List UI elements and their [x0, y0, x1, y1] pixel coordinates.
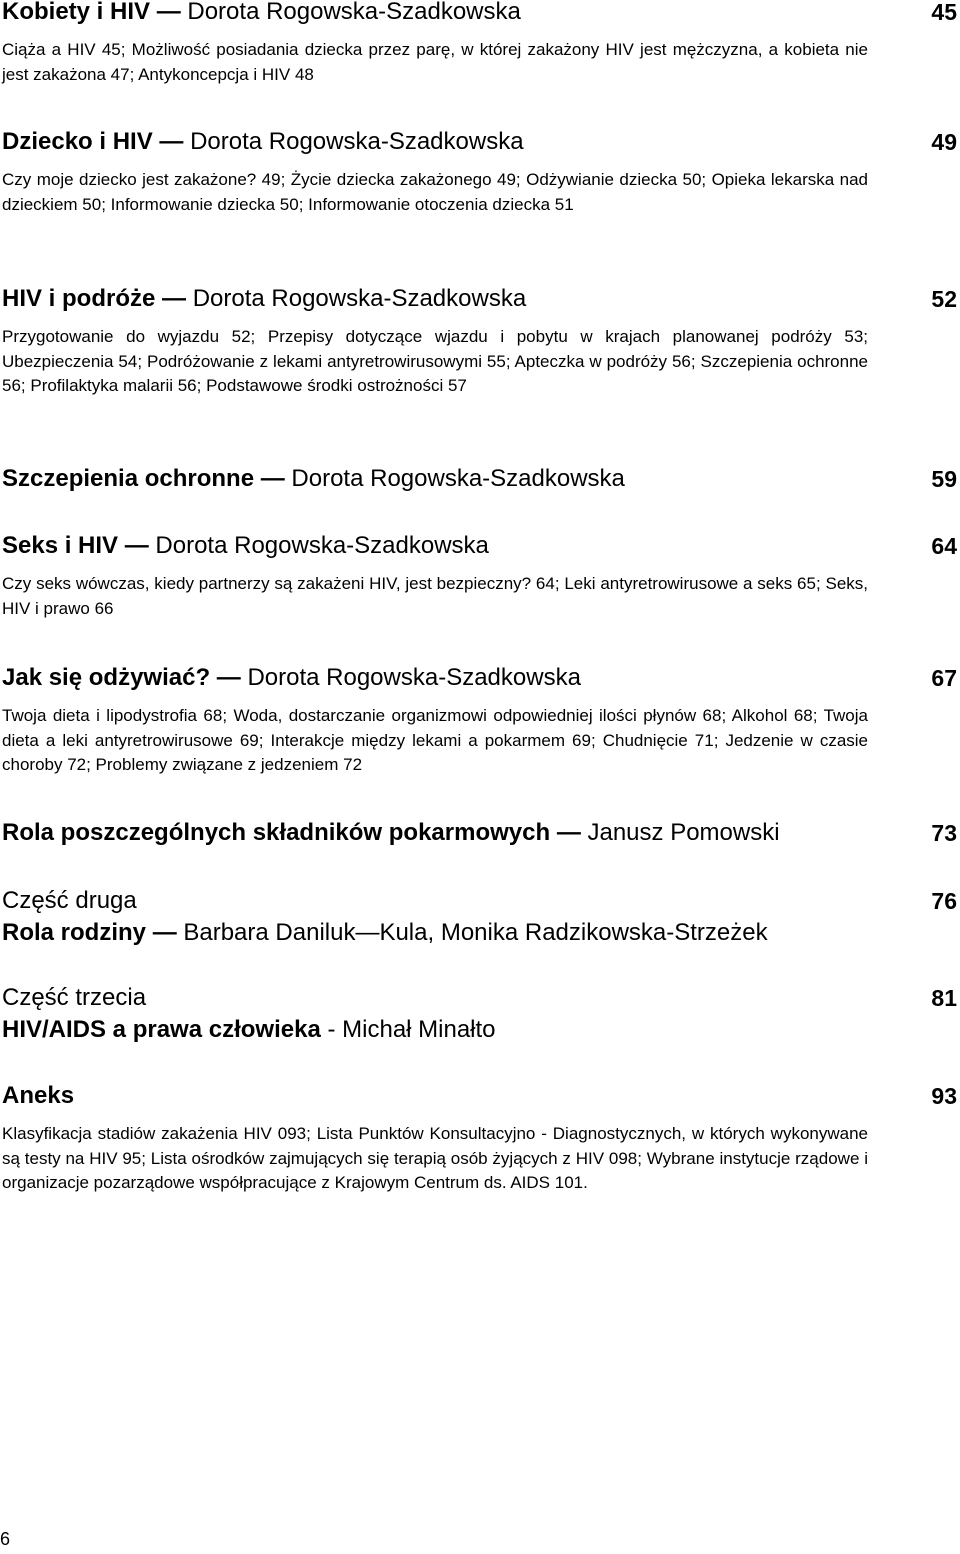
toc-heading [0, 463, 960, 495]
page-number-footer: 6 [0, 1529, 11, 1549]
toc-page-number: 76 [931, 888, 957, 914]
toc-title: Rola rodziny [2, 919, 147, 946]
toc-heading [0, 283, 960, 315]
toc-heading [0, 530, 960, 562]
toc-heading [0, 0, 960, 28]
toc-page-number: 52 [931, 286, 957, 312]
toc-title: HIV/AIDS a prawa człowieka [2, 1016, 321, 1043]
toc-author: Dorota Rogowska-Szadkowska [155, 532, 489, 559]
annex-title: Aneks [2, 1082, 75, 1109]
toc-description: Twoja dieta i lipodystrofia 68; Woda, dostarczanie organizmowi odpowiedniej ilości płynów 68; Alkohol 68; Twoja dieta a leki antyretrowirusowe 69; Interakcje między lekami a pokarmem 69; Chudnięcie 71; Jedzenie w czasie choroby 72; Problemy związane z jedzeniem 72 [2, 706, 868, 774]
annex-section [0, 1080, 960, 1196]
toc-heading [0, 1080, 960, 1112]
annex-description: Klasyfikacja stadiów zakażenia HIV 093; Lista Punktów Konsultacyjno - Diagnostycznych, w których wykonywane są testy na HIV 95; Lista ośrodków zajmujących się terapią osób żyjących z HIV 098; Wybrane instytucje rządowe i organizacje pozarządowe współpracujące z Krajowym Centrum ds. AIDS 101. [2, 1124, 868, 1192]
part-heading [0, 982, 960, 1014]
toc-separator: — [159, 128, 184, 155]
toc-entry [0, 463, 960, 495]
toc-author: Dorota Rogowska-Szadkowska [247, 664, 581, 691]
toc-title: Kobiety i HIV [2, 0, 151, 25]
toc-author: Dorota Rogowska-Szadkowska [291, 465, 625, 492]
toc-description: Ciąża a HIV 45; Możliwość posiadania dziecka przez parę, w której zakażony HIV jest mężczyzna, a kobieta nie jest zakażona 47; Antykoncepcja i HIV 48 [2, 40, 868, 84]
toc-title: Dziecko i HIV [2, 128, 153, 155]
toc-entry [0, 283, 960, 399]
toc-page-number: 49 [931, 129, 957, 155]
toc-entry [0, 0, 960, 87]
toc-page-number: 59 [931, 466, 957, 492]
toc-separator: — [162, 285, 187, 312]
toc-title: Rola poszczególnych składników pokarmowych [2, 819, 551, 846]
toc-heading [0, 1014, 960, 1046]
toc-title: Szczepienia ochronne [2, 465, 255, 492]
toc-separator: — [556, 819, 581, 846]
toc-separator: — [216, 664, 241, 691]
toc-page-number: 73 [931, 820, 957, 846]
toc-page-number: 67 [931, 665, 957, 691]
part-three-section [0, 982, 960, 1046]
toc-separator: — [152, 919, 177, 946]
toc-page-number: 93 [931, 1083, 957, 1109]
toc-separator: — [124, 532, 149, 559]
toc-author: Janusz Pomowski [587, 819, 780, 846]
toc-entry [0, 817, 960, 849]
toc-description: Czy moje dziecko jest zakażone? 49; Życie dziecka zakażonego 49; Odżywianie dziecka 50; Opieka lekarska nad dzieckiem 50; Informowanie dziecka 50; Informowanie otoczenia dziecka 51 [2, 170, 868, 214]
part-label: Część druga [2, 887, 137, 914]
toc-author: Dorota Rogowska-Szadkowska [192, 285, 527, 312]
toc-author: Dorota Rogowska-Szadkowska [190, 128, 524, 155]
toc-heading [0, 126, 960, 158]
toc-entry [0, 530, 960, 621]
part-heading [0, 885, 960, 917]
toc-title: Seks i HIV [2, 532, 119, 559]
toc-heading [0, 817, 960, 849]
toc-page-number: 64 [931, 533, 957, 559]
toc-description: Przygotowanie do wyjazdu 52; Przepisy dotyczące wjazdu i pobytu w krajach planowanej podróży 53; Ubezpieczenia 54; Podróżowanie z lekami antyretrowirusowymi 55; Apteczka w podróży 56; Szczepienia ochronne 56; Profilaktyka malarii 56; Podstawowe środki ostrożności 57 [2, 327, 868, 395]
toc-separator: — [260, 465, 285, 492]
toc-separator: - [327, 1016, 336, 1043]
toc-description: Czy seks wówczas, kiedy partnerzy są zakażeni HIV, jest bezpieczny? 64; Leki antyretrowirusowe a seks 65; Seks, HIV i prawo 66 [2, 574, 868, 618]
toc-title: HIV i podróże [2, 285, 156, 312]
toc-author: Michał Minałto [342, 1016, 496, 1043]
toc-page-number: 45 [931, 0, 957, 25]
toc-author: Dorota Rogowska-Szadkowska [187, 0, 521, 25]
toc-author: Barbara Daniluk—Kula, Monika Radzikowska-Strzeżek [183, 919, 768, 946]
toc-heading [0, 917, 960, 949]
toc-entry [0, 662, 960, 778]
toc-heading [0, 662, 960, 694]
toc-page-number: 81 [931, 985, 957, 1011]
part-two-section [0, 885, 960, 949]
toc-entry [0, 126, 960, 217]
toc-title: Jak się odżywiać? [2, 664, 211, 691]
toc-separator: — [156, 0, 181, 25]
part-label: Część trzecia [2, 984, 147, 1011]
